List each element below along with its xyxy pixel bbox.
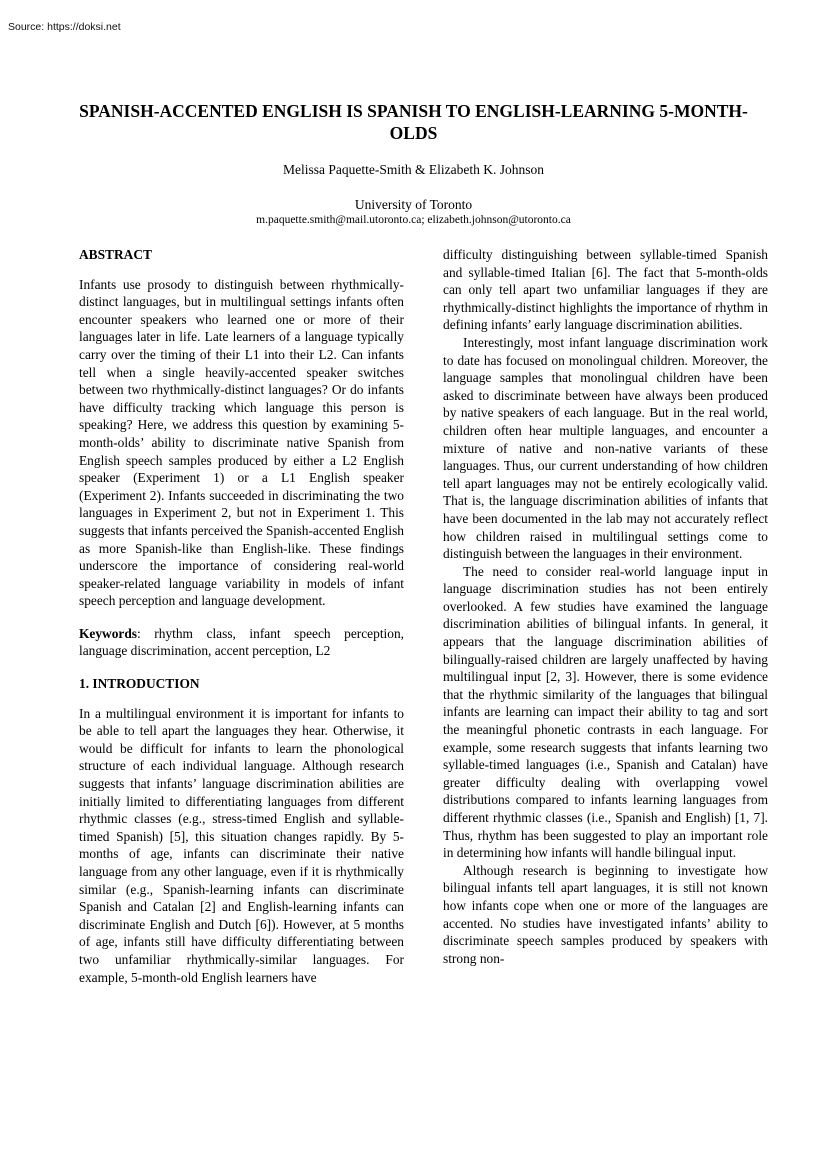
paper-title: SPANISH-ACCENTED ENGLISH IS SPANISH TO ENGLISH-LEARNING 5-MONTH-OLDS [79,101,748,143]
introduction-paragraph-1-continued: difficulty distinguishing between syllable-timed Spanish and syllable-timed Italian [6]. The fact that 5-month-olds can only tell apart two unfamiliar languages if they are rhythmically-distinct highlights the importance of rhythm in defining infants’ early language discrimination abilities. [443,247,768,333]
source-note: Source: https://doksi.net [8,21,121,33]
keywords-text: : rhythm class, infant speech perception, language discrimination, accent perception, L2 [79,625,404,659]
abstract-heading: ABSTRACT [79,247,152,262]
introduction-paragraph-1: In a multilingual environment it is important for infants to be able to tell apart the languages they hear. Otherwise, it would be difficult for infants to learn the phonological structure of each individual language. Although research suggests that infants’ language discrimination abilities are initially limited to differentiating languages from different rhythmic classes (e.g., stress-timed English and syllable-timed Spanish) [5], this situation changes rapidly. By 5-months of age, infants can discriminate their native language from any other language, even if it is rhythmically similar (e.g., Spanish-learning infants can discriminate Spanish and Catalan [2] and English-learning infants can discriminate English and Dutch [6]). However, at 5 months of age, infants still have difficulty differentiating between two unfamiliar rhythmically-similar languages. For example, 5-month-old English learners have [79,705,404,985]
introduction-heading: 1. INTRODUCTION [79,676,200,692]
introduction-paragraph-2: Interestingly, most infant language discrimination work to date has focused on monolingual children. Moreover, the language samples that monolingual children have been asked to discriminate between have always been produced by native speakers of each language. But in the real world, children often hear multiple languages, and encounter a mixture of native and non-native variants of these languages. Thus, our current understanding of how children tell apart languages may not be entirely ecologically valid. That is, the language discrimination abilities of infants that have been documented in the lab may not accurately reflect how children raised in multilingual settings come to distinguish between the languages in their environment. [443,334,768,562]
abstract-text: Infants use prosody to distinguish between rhythmically-distinct languages, but in multilingual settings infants often encounter speakers who learned one or more of their languages later in life. Late learners of a language typically carry over the timing of their L1 into their L2. Can infants tell when a single heavily-accented speaker switches between two rhythmically-distinct languages? Or do infants have difficulty tracking which language this person is speaking? Here, we address this question by examining 5-month-olds’ ability to discriminate native Spanish from English speech samples produced by either a L2 English speaker (Experiment 1) or a L1 English speaker (Experiment 2). Infants succeeded in discriminating the two languages in Experiment 2, but not in Experiment 1. This suggests that infants perceived the Spanish-accented English as more Spanish-like than English-like. These findings underscore the importance of considering real-world speaker-related language variability in models of infant speech perception and language development. [79,276,405,609]
keywords-label: Keywords [79,625,138,641]
author-emails: m.paquette.smith@mail.utoronto.ca; elizabeth.johnson@utoronto.ca [256,214,571,226]
keywords [79,625,404,660]
introduction-paragraph-4: Although research is beginning to investigate how bilingual infants tell apart languages, it is still not known how infants cope when one or more of the languages are accented. No studies have investigated infants’ ability to discriminate speech samples produced by speakers with strong non- [443,862,768,966]
left-column [79,246,404,986]
affiliation: University of Toronto [354,197,473,212]
introduction-paragraph-3: The need to consider real-world language input in language discrimination studies has not been entirely overlooked. A few studies have examined the language discrimination abilities of bilingual infants. In general, it appears that the language discrimination abilities of bilingually-raised children are largely unaffected by having multilingual input [2, 3]. However, there is some evidence that the rhythmic similarity of the languages that bilingual infants are learning can impact their ability to tag and sort the meaningful phonetic contrasts in each language. For example, some research suggests that infants learning two syllable-timed languages (i.e., Spanish and Catalan) have greater difficulty dealing with overlapping vowel distributions compared to infants learning languages from different rhythmic classes (i.e., Spanish and English) [1, 7]. Thus, rhythm has been suggested to play an important role in determining how infants will handle bilingual input. [443,563,768,861]
right-column [443,246,768,967]
authors: Melissa Paquette-Smith & Elizabeth K. Johnson [283,162,544,177]
